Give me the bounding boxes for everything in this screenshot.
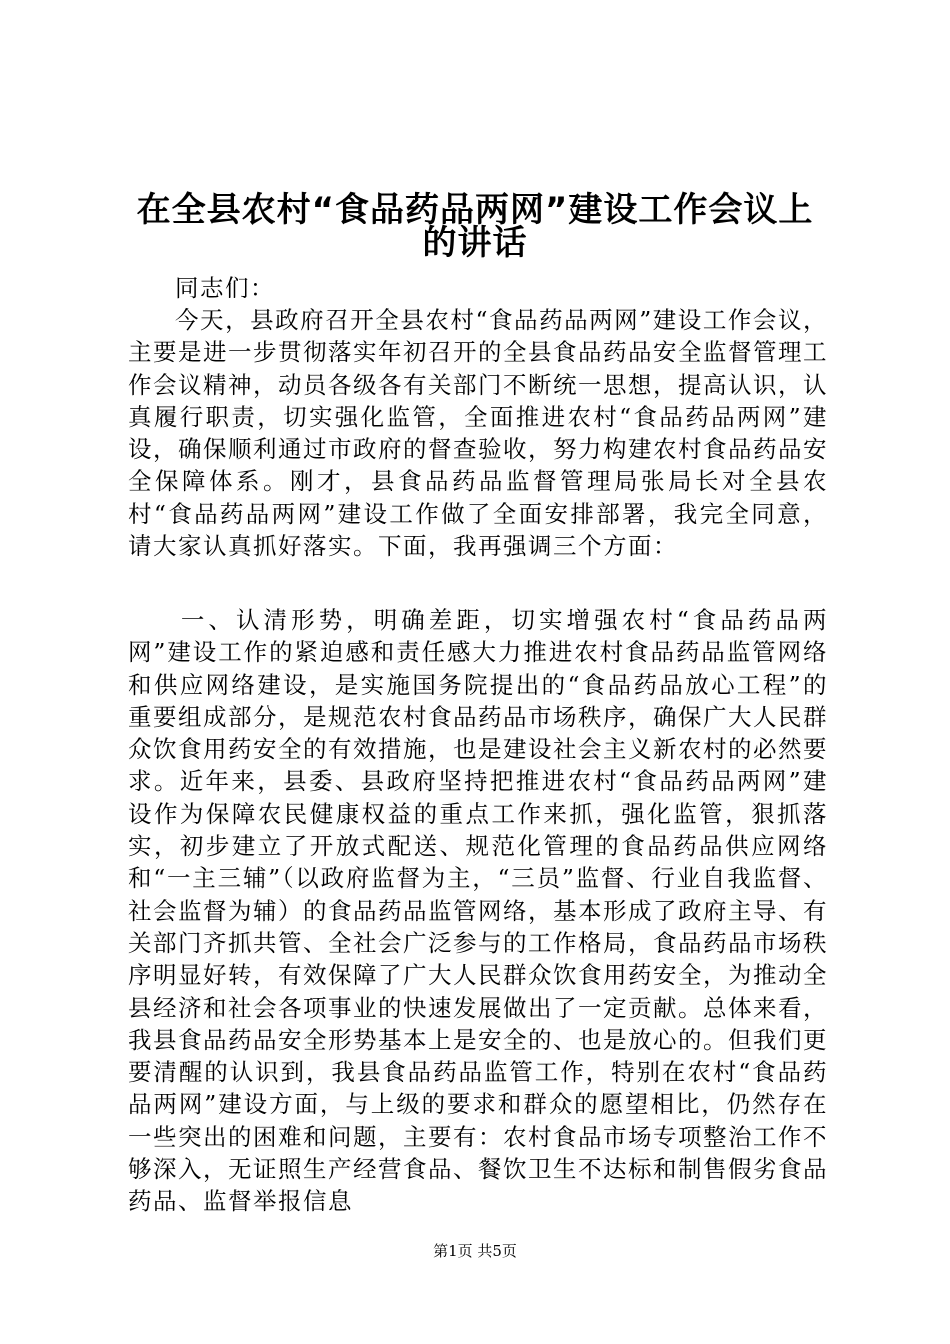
paragraph-intro: 今天，县政府召开全县农村“食品药品两网”建设工作会议，主要是进一步贯彻落实年初召开的全县食品药品安全监督管理工作会议精神，动员各级各有关部门不断统一思想，提高认识，认真履行职责，切实强化监管，全面推进农村“食品药品两网”建设，确保顺利通过市政府的督查验收，努力构建农村食品药品安全保障体系。刚才，县食品药品监督管理局张局长对全县农村“食品药品两网”建设工作做了全面安排部署，我完全同意，请大家认真抓好落实。下面，我再强调三个方面： bbox=[128, 306, 828, 561]
greeting: 同志们： bbox=[175, 274, 275, 302]
document-title-line1: 在全县农村“食品药品两网”建设工作会议上 bbox=[136, 190, 814, 230]
page-number-footer: 第1页 共5页 bbox=[433, 1242, 517, 1260]
paragraph-section-one: 一、认清形势，明确差距，切实增强农村“食品药品两网”建设工作的紧迫感和责任感大力推进农村食品药品监管网络和供应网络建设，是实施国务院提出的“食品药品放心工程”的重要组成部分，是规范农村食品药品市场秩序，确保广大人民群众饮食用药安全的有效措施，也是建设社会主义新农村的必然要求。近年来，县委、县政府坚持把推进农村“食品药品两网”建设作为保障农民健康权益的重点工作来抓，强化监管，狠抓落实，初步建立了开放式配送、规范化管理的食品药品供应网络和“一主三辅”（以政府监督为主，“三员”监督、行业自我监督、社会监督为辅）的食品药品监管网络，基本形成了政府主导、有关部门齐抓共管、全社会广泛参与的工作格局，食品药品市场秩序明显好转，有效保障了广大人民群众饮食用药安全，为推动全县经济和社会各项事业的快速发展做出了一定贡献。总体来看，我县食品药品安全形势基本上是安全的、也是放心的。但我们更要清醒的认识到，我县食品药品监管工作，特别在农村“食品药品两网”建设方面，与上级的要求和群众的愿望相比，仍然存在一些突出的困难和问题，主要有：农村食品市场专项整治工作不够深入，无证照生产经营食品、餐饮卫生不达标和制售假劣食品药品、监督举报信息 bbox=[128, 606, 828, 1216]
document-title-line2: 的讲话 bbox=[422, 223, 528, 263]
